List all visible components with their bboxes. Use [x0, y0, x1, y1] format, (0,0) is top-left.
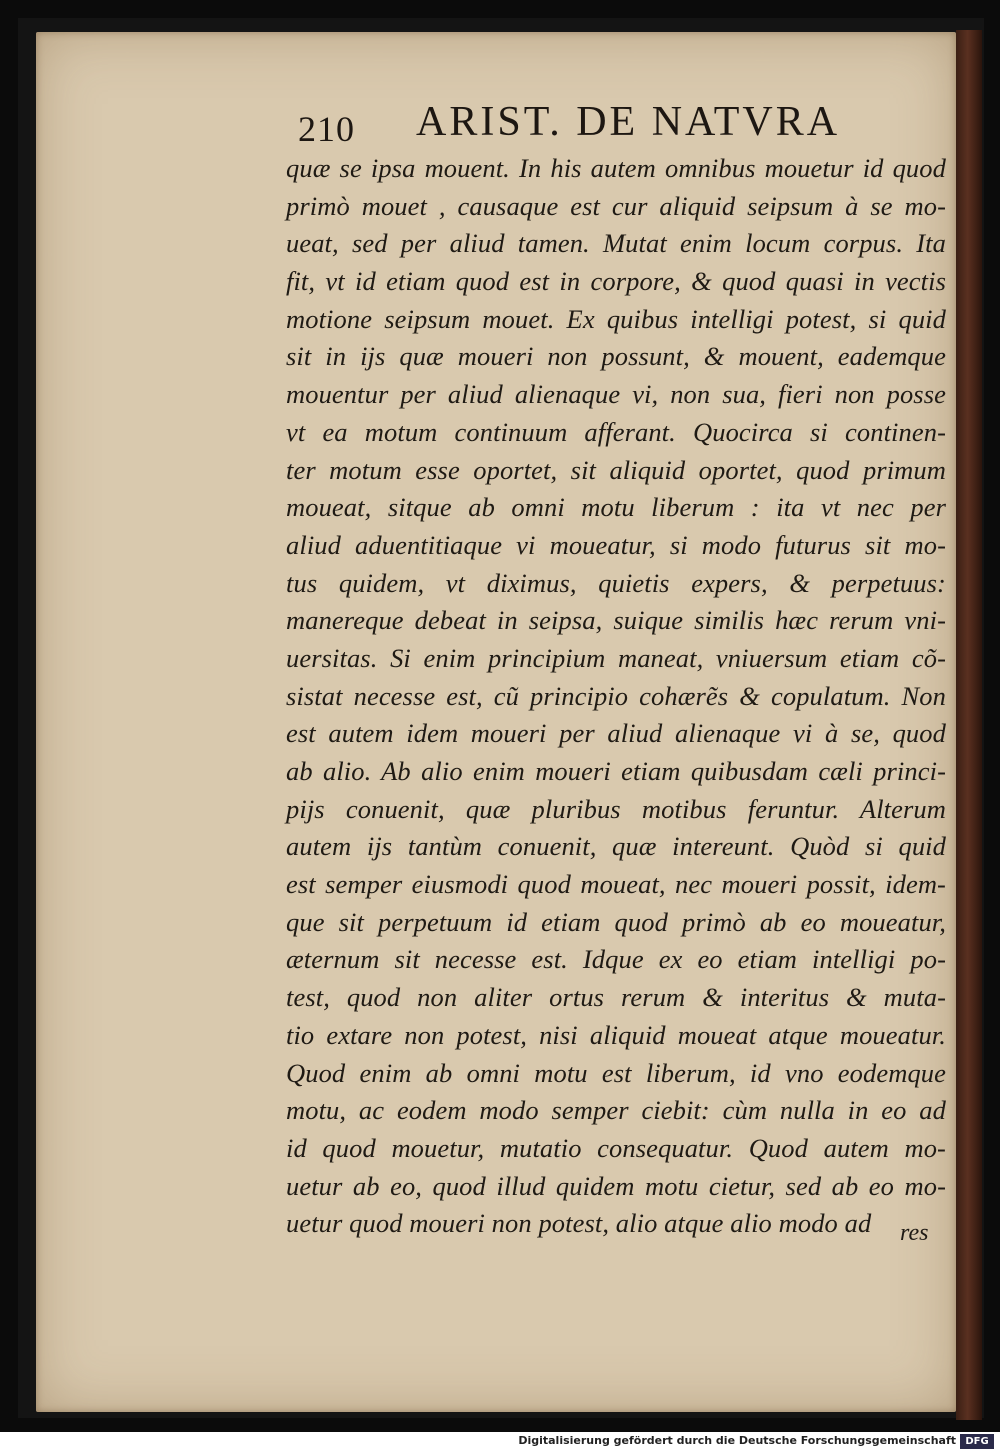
- digitization-credit: Digitalisierung gefördert durch die Deutsche Forschungsgemeinschaft: [518, 1434, 956, 1447]
- catchword: res: [900, 1220, 929, 1246]
- dfg-logo: DFG: [960, 1434, 994, 1449]
- text-line: manereque debeat in seipsa, suique similis hæc rerum vni-: [286, 605, 946, 636]
- text-line: vt ea motum continuum afferant. Quocirca si continen-: [286, 416, 946, 447]
- text-line: sit in ijs quæ moueri non possunt, & mouent, eademque: [286, 341, 946, 372]
- running-title: ARIST. DE NATVRA: [416, 99, 841, 145]
- page-number: 210: [298, 109, 355, 149]
- text-line: tio extare non potest, nisi aliquid moueat atque moueatur.: [286, 1019, 946, 1050]
- text-line: est semper eiusmodi quod moueat, nec moueri possit, idem-: [286, 869, 946, 900]
- text-line: motu, ac eodem modo semper ciebit: cùm nulla in eo ad: [286, 1095, 946, 1126]
- text-line: uersitas. Si enim principium maneat, vniuersum etiam cõ-: [286, 642, 946, 673]
- text-line: tus quidem, vt diximus, quietis expers, & perpetuus:: [286, 567, 946, 598]
- text-line: fit, vt id etiam quod est in corpore, & quod quasi in vectis: [286, 266, 946, 297]
- body-text: [286, 150, 946, 1243]
- page-edge: [956, 30, 982, 1420]
- text-line: est autem idem moueri per aliud alienaque vi à se, quod: [286, 718, 946, 749]
- text-line: uetur ab eo, quod illud quidem motu cietur, sed ab eo mo-: [286, 1170, 946, 1201]
- text-line: motione seipsum mouet. Ex quibus intelligi potest, si quid: [286, 303, 946, 334]
- text-line: ab alio. Ab alio enim moueri etiam quibusdam cæli princi-: [286, 756, 946, 786]
- text-line: pijs conuenit, quæ pluribus motibus feruntur. Alterum: [286, 793, 946, 824]
- text-line: sistat necesse est, cũ principio cohærẽs & copulatum. Non: [286, 680, 946, 711]
- text-line: moueat, sitque ab omni motu liberum : ita vt nec per: [286, 492, 946, 523]
- text-line: id quod mouetur, mutatio consequatur. Quod autem mo-: [286, 1132, 946, 1163]
- text-line: mouentur per aliud alienaque vi, non sua, fieri non posse: [286, 379, 946, 410]
- text-line: aliud aduentitiaque vi moueatur, si modo futurus sit mo-: [286, 529, 946, 560]
- text-line: uetur quod moueri non potest, alio atque alio modo ad: [286, 1208, 872, 1239]
- text-line: ueat, sed per aliud tamen. Mutat enim locum corpus. Ita: [286, 228, 946, 259]
- text-line: test, quod non aliter ortus rerum & interitus & muta-: [286, 982, 946, 1013]
- running-head: [298, 98, 858, 148]
- text-line: æternum sit necesse est. Idque ex eo etiam intelligi po-: [286, 944, 946, 975]
- text-line: ter motum esse oportet, sit aliquid oportet, quod primum: [286, 454, 946, 485]
- footer-bar: [0, 1432, 1000, 1452]
- text-line: primò mouet , causaque est cur aliquid seipsum à se mo-: [286, 190, 946, 221]
- text-line: que sit perpetuum id etiam quod primò ab eo moueatur,: [286, 906, 946, 937]
- text-line: Quod enim ab omni motu est liberum, id vno eodemque: [286, 1057, 946, 1088]
- text-line: quæ se ipsa mouent. In his autem omnibus mouetur id quod: [286, 153, 946, 183]
- text-line: autem ijs tantùm conuenit, quæ intereunt. Quòd si quid: [286, 831, 946, 862]
